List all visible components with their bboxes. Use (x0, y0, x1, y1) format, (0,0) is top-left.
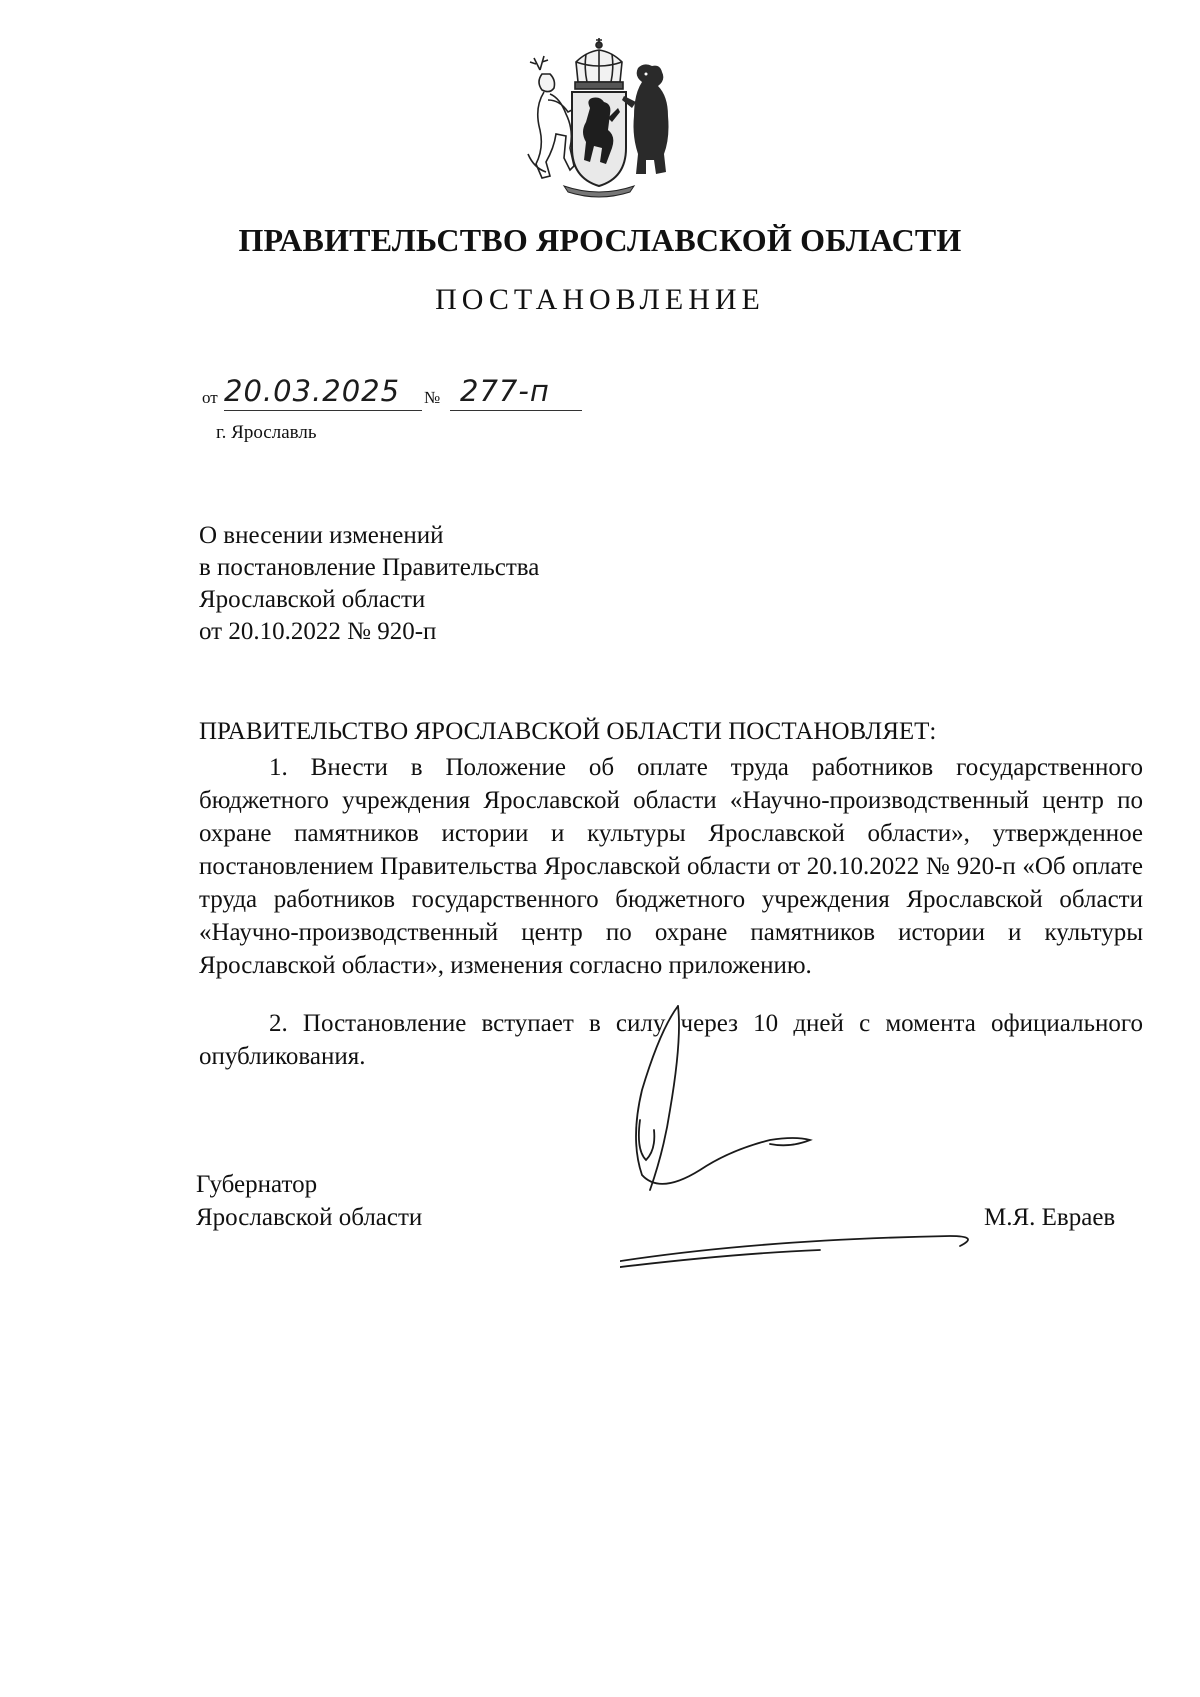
signatory-title (196, 1168, 422, 1234)
paragraph-2: 2. Постановление вступает в силу через 10 дней с момента официального опубликования. (199, 1010, 1143, 1070)
subject-line: Ярославской области (199, 586, 426, 613)
paragraph-1: 1. Внести в Положение об оплате труда работников государственного бюджетного учреждения Ярославской области «Научно-производственный центр по охране памятников истории и культуры Ярославской области», утвержденное постановлением Правительства Ярославской области от 20.10.2022 № 920-п «Об оплате труда работников государственного бюджетного учреждения Ярославской области «Научно-производственный центр по охране памятников истории и культуры Ярославской области», изменения согласно приложению. (199, 754, 1143, 979)
subject-line: О внесении изменений (199, 522, 444, 549)
organization-title: ПРАВИТЕЛЬСТВО ЯРОСЛАВСКОЙ ОБЛАСТИ (238, 222, 962, 258)
number-label: № (424, 388, 441, 407)
city: г. Ярославль (216, 422, 317, 443)
signatory-title-line: Губернатор (196, 1171, 318, 1198)
subject-line: от 20.10.2022 № 920-п (199, 618, 437, 645)
coat-of-arms-icon (520, 38, 678, 198)
document-number: 277-п (460, 374, 550, 408)
document-subject (199, 520, 539, 648)
number-underline (450, 410, 582, 411)
date-underline (224, 410, 422, 411)
signatory-name: М.Я. Евраев (984, 1204, 1116, 1231)
signatory-title-line: Ярославской области (196, 1204, 423, 1231)
subject-line: в постановление Правительства (199, 554, 540, 581)
document-date: 20.03.2025 (224, 374, 401, 408)
date-prefix: от (202, 388, 218, 407)
registration-line (202, 374, 602, 422)
preamble: ПРАВИТЕЛЬСТВО ЯРОСЛАВСКОЙ ОБЛАСТИ ПОСТАНОВЛЯЕТ: (199, 718, 937, 745)
document-type: ПОСТАНОВЛЕНИЕ (435, 283, 765, 316)
